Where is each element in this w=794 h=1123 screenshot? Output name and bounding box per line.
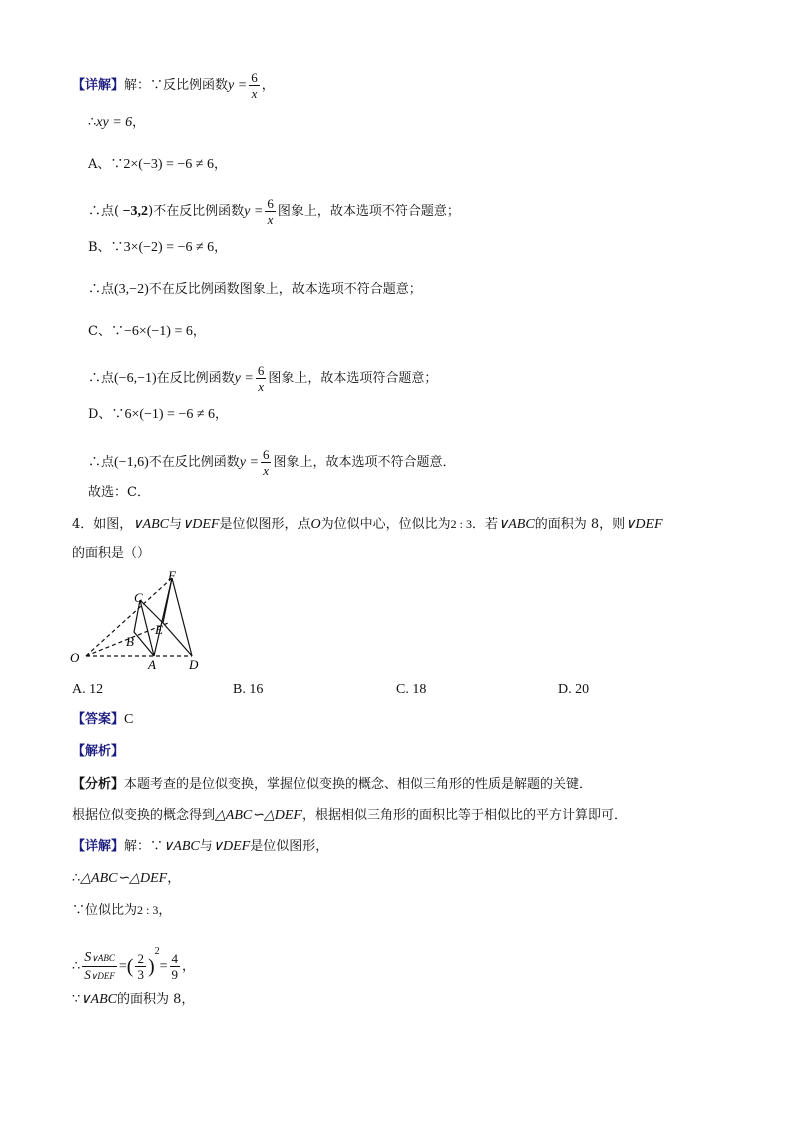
equals: = [118, 959, 127, 974]
punct: ， [214, 240, 228, 255]
func-lhs: y = [244, 204, 264, 219]
answer-prev: 故选：C． [88, 485, 150, 500]
text: ∴点 [88, 371, 115, 386]
point: −3,2 [119, 204, 149, 219]
result-fraction [170, 951, 181, 982]
punct: ， [215, 407, 229, 422]
text: ∴点 [88, 455, 115, 470]
text: 解：∵ [124, 839, 164, 854]
func-lhs: y = [228, 78, 248, 93]
analysis-line1 [72, 775, 592, 795]
point: (3,−2) [114, 282, 149, 297]
triangle: ∨DEF [625, 517, 663, 532]
s-sub: ∨ABC [91, 952, 115, 963]
expr: −6×(−1) = 6 [123, 324, 193, 339]
choice-d [558, 682, 589, 698]
homothety-figure [68, 568, 218, 672]
text: 根据位似变换的概念得到 [72, 808, 216, 823]
punct: ， [167, 871, 181, 886]
fraction-num: 6 [257, 363, 265, 378]
text: 4．如图， [72, 517, 133, 532]
label-A: A [148, 657, 156, 672]
text: 是位似图形，点 [219, 517, 311, 532]
choice-label: A. [72, 682, 86, 697]
label-B: B [126, 634, 134, 649]
step-xy [88, 113, 145, 133]
optD-calc [88, 405, 228, 425]
choice-value: 18 [412, 682, 427, 697]
text: 与 [199, 839, 213, 854]
punct: ， [182, 959, 196, 974]
triangle-DEF [163, 578, 192, 656]
label-C: C [134, 590, 143, 605]
area-fraction [82, 950, 117, 984]
fraction-den: x [251, 86, 258, 101]
point: (−6,−1) [114, 371, 157, 386]
paren-close: ) [147, 955, 155, 978]
func-lhs: y = [239, 455, 259, 470]
analysis-text: 本题考查的是位似变换，掌握位似变换的概念、相似三角形的性质是解题的关键． [124, 777, 593, 792]
therefore: ∴ [72, 959, 81, 974]
analysis-label: 【分析】 [72, 777, 125, 792]
fraction-den: x [267, 212, 274, 227]
text: 图象上，故本选项不符合题意． [273, 455, 456, 470]
therefore: ∴ [88, 115, 97, 130]
optA-conclusion [88, 196, 460, 227]
fraction-den: x [263, 463, 270, 478]
fraction [249, 70, 260, 101]
similarity: △ABC∽△DEF [215, 808, 302, 823]
choice-b [233, 682, 263, 698]
func-lhs: y = [234, 371, 254, 386]
choice-value: 20 [575, 682, 590, 697]
fraction-num: 6 [262, 447, 270, 462]
paren-open: ( [126, 955, 134, 978]
text: 的面积为 8，则 [534, 517, 626, 532]
optB-calc [88, 238, 227, 258]
optC-conclusion [88, 363, 437, 394]
question4-line2: 的面积是（） [72, 546, 151, 561]
text: 不在反比例函数图象上，故本选项不符合题意； [148, 282, 422, 297]
fraction [256, 363, 267, 394]
s-sub: ∨DEF [90, 970, 115, 981]
ratio-fraction [135, 951, 146, 982]
triangle: ∨ABC [132, 517, 169, 532]
analysis-line2 [72, 806, 627, 826]
fraction-num: 6 [267, 196, 274, 211]
choice-value: 16 [249, 682, 264, 697]
optD-conclusion [88, 447, 455, 478]
fraction-num: 4 [171, 951, 179, 966]
detail-tag: 【详解】 [72, 839, 125, 854]
detail2-area-ratio [72, 934, 195, 985]
fraction [265, 196, 276, 227]
label-E: E [155, 622, 163, 637]
analysis-tag [72, 742, 124, 762]
punct: ， [132, 115, 146, 130]
label: B、∵ [88, 240, 124, 255]
optC-calc [88, 322, 206, 342]
detail-tag: 【详解】 [72, 78, 125, 93]
punct: ， [158, 903, 172, 918]
point: (−1,6) [114, 455, 149, 470]
expr: 3×(−2) = −6 ≠ 6 [123, 240, 215, 255]
label: A、∵ [88, 157, 124, 172]
answer-value: C [124, 712, 134, 727]
fraction-num: 2 [137, 951, 144, 966]
choice-label: B. [233, 682, 246, 697]
punct: ， [192, 324, 206, 339]
ratio: 2 : 3 [450, 517, 472, 531]
expr: 6×(−1) = −6 ≠ 6 [124, 407, 216, 422]
equals: = [159, 959, 168, 974]
triangle: ∨DEF [212, 839, 251, 854]
text: 为位似中心，位似比为 [320, 517, 451, 532]
because: ∵ [72, 992, 81, 1007]
fraction-num: 6 [251, 70, 258, 85]
triangle: ∨ABC [80, 992, 117, 1007]
choice-c [396, 682, 426, 698]
therefore: ∴ [72, 871, 81, 886]
choice-value: 12 [89, 682, 104, 697]
similarity: △ABC∽△DEF [80, 871, 168, 886]
center: O [310, 517, 321, 532]
fraction-den: 9 [171, 967, 179, 982]
text: )不在反比例函数 [148, 204, 245, 219]
punct: ， [261, 78, 275, 93]
fraction-den: 3 [137, 967, 144, 982]
text: 是位似图形， [250, 839, 329, 854]
detail-lead: 解：∵反比例函数 [124, 78, 229, 93]
s-symbol: S [84, 949, 92, 965]
triangle: ∨ABC [497, 517, 535, 532]
choice-label: C. [396, 682, 409, 697]
answer-line [72, 710, 133, 730]
text: 与 [168, 517, 182, 532]
triangle: ∨ABC [163, 839, 200, 854]
detail2-ratio [72, 900, 171, 921]
text: ∴点 [88, 282, 115, 297]
fraction [261, 447, 272, 478]
question4-line1 [72, 514, 663, 535]
choice-label: D. [558, 682, 572, 697]
text: 图象上，故本选项符合题意； [268, 371, 438, 386]
text: 不在反比例函数 [148, 455, 240, 470]
ratio: 2 : 3 [137, 903, 159, 917]
exponent: 2 [154, 946, 160, 957]
label: C、∵ [88, 324, 124, 339]
text: 的面积为 8， [116, 992, 195, 1007]
expr: 2×(−3) = −6 ≠ 6 [123, 157, 214, 172]
text: ∴点( [88, 204, 120, 219]
label: D、∵ [88, 407, 125, 422]
text: ．若 [471, 517, 498, 532]
punct: ， [213, 157, 227, 172]
detail-line-1 [72, 70, 275, 101]
area-num [82, 950, 117, 967]
triangle: ∨DEF [182, 517, 220, 532]
optB-conclusion [88, 280, 422, 300]
area-den [82, 967, 117, 984]
choice-a [72, 682, 103, 698]
s-symbol: S [84, 966, 91, 982]
label-D: D [189, 657, 199, 672]
analysis-tag-text: 【解析】 [72, 744, 125, 759]
optA-calc [88, 155, 227, 175]
detail2-last [72, 990, 194, 1010]
expr: xy = 6 [96, 115, 133, 130]
detail2-line1 [72, 837, 328, 857]
label-F: F [168, 568, 176, 583]
text: 图象上，故本选项不符合题意； [277, 204, 460, 219]
text: 在反比例函数 [156, 371, 235, 386]
fraction-den: x [258, 379, 264, 394]
answer-tag: 【答案】 [72, 712, 125, 727]
label-O: O [70, 650, 80, 665]
text: ，根据相似三角形的面积比等于相似比的平方计算即可． [301, 808, 627, 823]
detail2-sim [72, 869, 180, 889]
triangle-ABC [134, 600, 154, 656]
text: ∵位似比为 [72, 903, 138, 918]
